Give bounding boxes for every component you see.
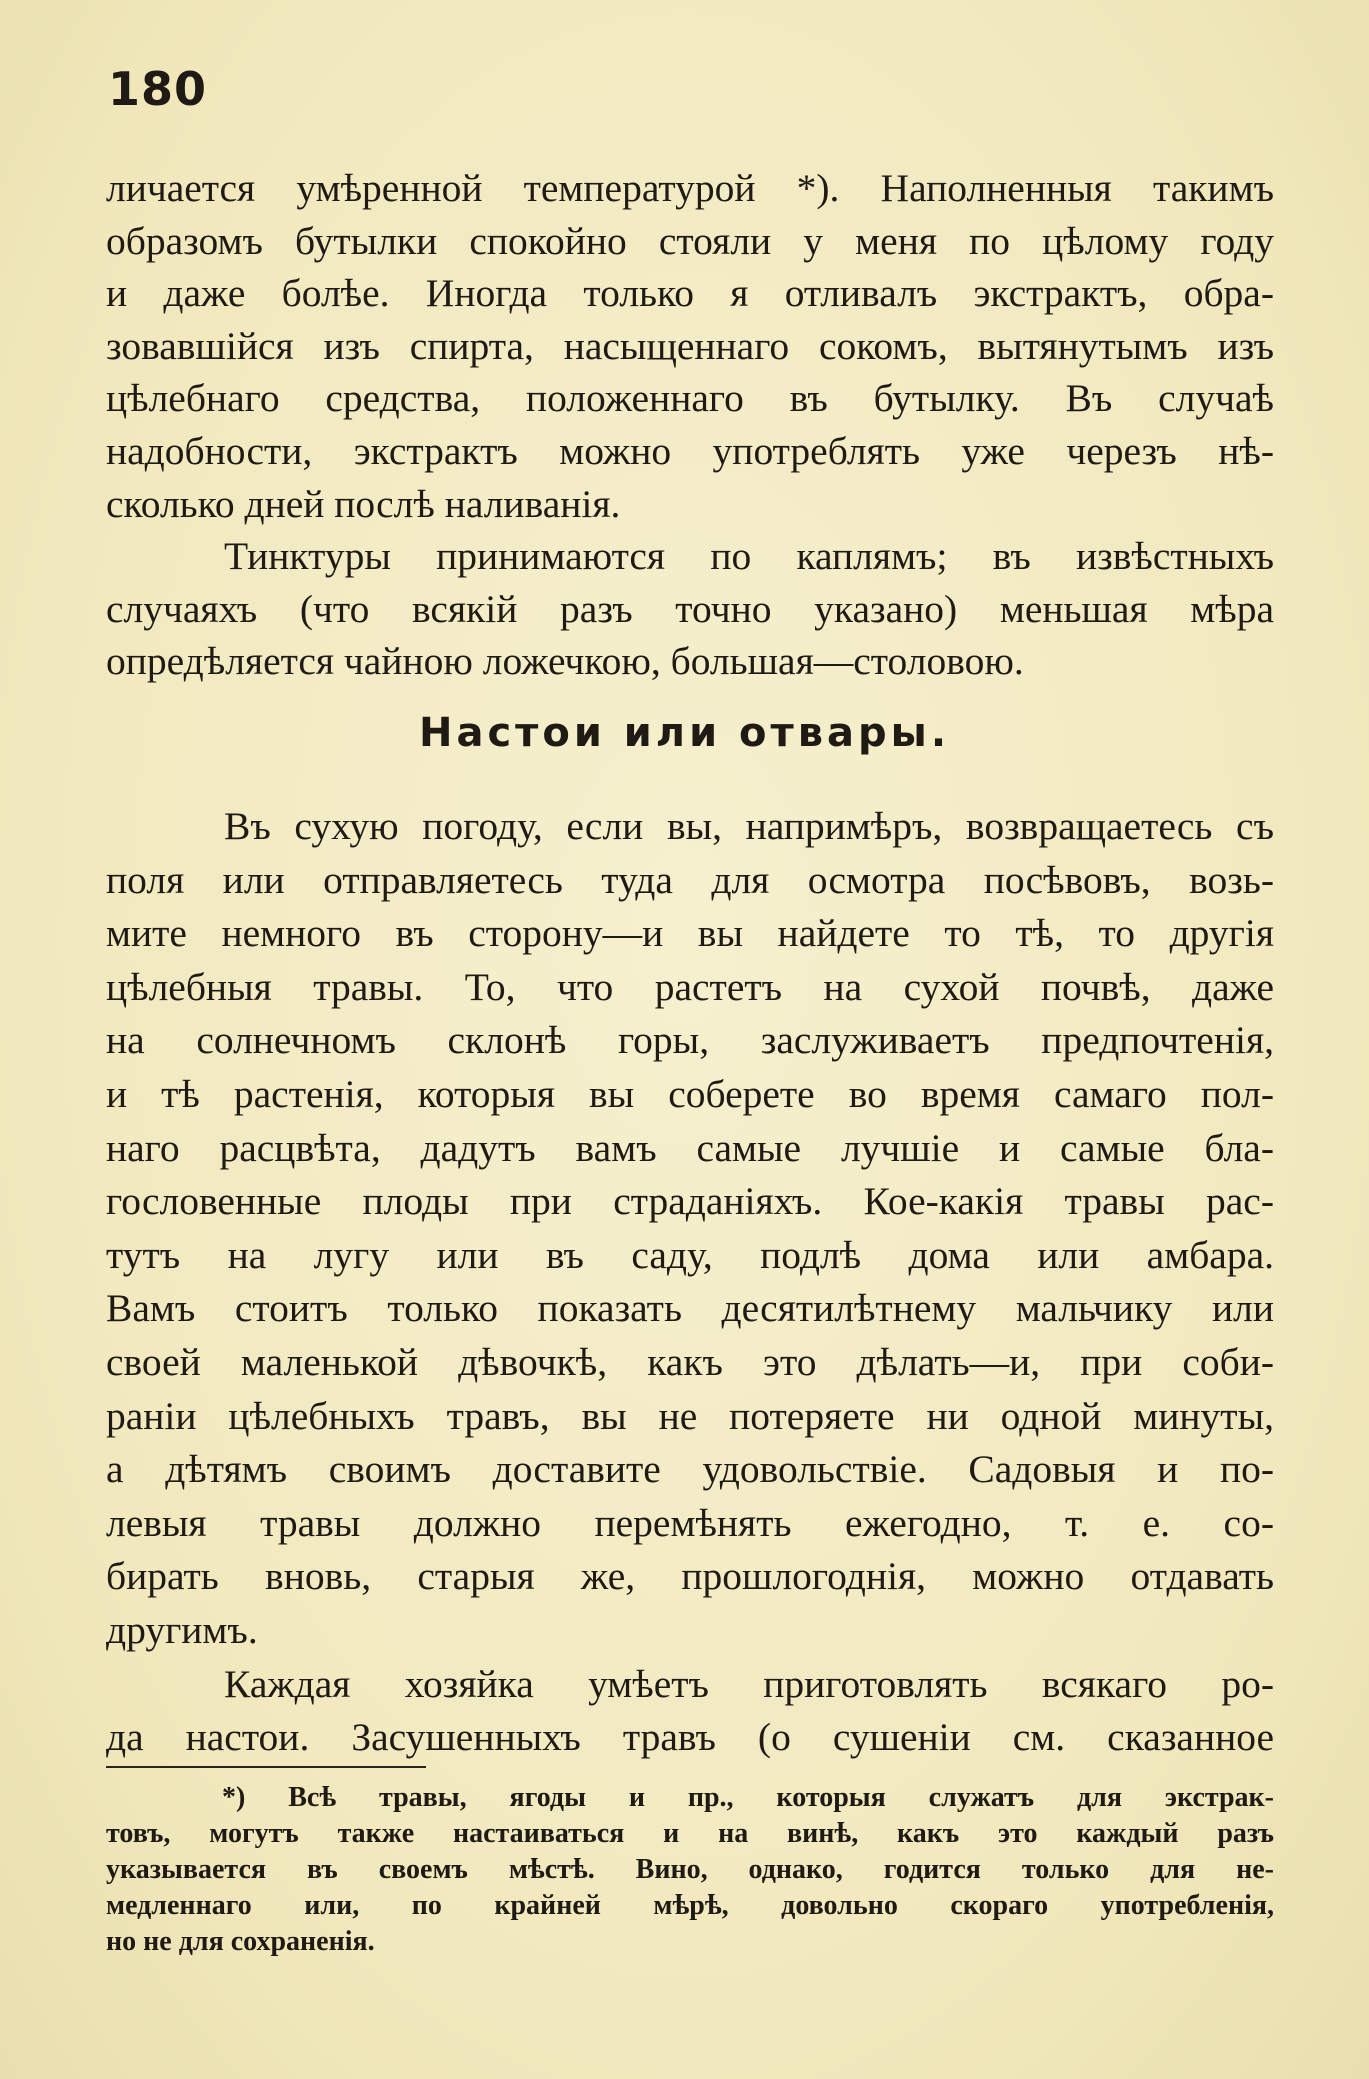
text-line: своей маленькой дѣвочкѣ, какъ это дѣлать—и, при соби- bbox=[106, 1339, 1274, 1384]
text-line: Каждая хозяйка умѣетъ приготовлять всякаго ро- bbox=[224, 1661, 1274, 1706]
section-heading: Настои или отвары. bbox=[418, 710, 951, 756]
text-line: поля или отправляетесь туда для осмотра посѣвовъ, возь- bbox=[106, 857, 1274, 902]
text-line: раніи цѣлебныхъ травъ, вы не потеряете ни одной минуты, bbox=[106, 1393, 1274, 1438]
footnote-line: товъ, могутъ также настаиваться и на винѣ, какъ это каждый разъ bbox=[106, 1818, 1274, 1849]
text-line: да настои. Засушенныхъ травъ (о сушеніи см. сказанное bbox=[106, 1715, 1274, 1760]
text-line: другимъ. bbox=[106, 1607, 258, 1652]
footnote-line: *) Всѣ травы, ягоды и пр., которыя служатъ для экстрак- bbox=[222, 1782, 1274, 1813]
page-number: 180 bbox=[108, 62, 208, 116]
text-line: цѣлебнаго средства, положеннаго въ бутылку. Въ случаѣ bbox=[106, 376, 1274, 421]
text-line: сколько дней послѣ наливанія. bbox=[106, 481, 621, 526]
text-line: наго расцвѣта, дадутъ вамъ самые лучшіе и самые бла- bbox=[106, 1125, 1274, 1170]
text-line: цѣлебныя травы. То, что растетъ на сухой почвѣ, даже bbox=[106, 964, 1274, 1009]
text-line: а дѣтямъ своимъ доставите удовольствіе. Садовыя и по- bbox=[106, 1447, 1274, 1492]
footnote-block bbox=[106, 1780, 1274, 1960]
text-line: Въ сухую погоду, если вы, напримѣръ, возвращаетесь съ bbox=[224, 804, 1274, 848]
text-line: бирать вновь, старыя же, прошлогоднія, можно отдавать bbox=[106, 1554, 1274, 1599]
text-line: случаяхъ (что всякій разъ точно указано) меньшая мѣра bbox=[106, 586, 1274, 631]
footnote-line: медленнаго или, по крайней мѣрѣ, довольно скораго употребленія, bbox=[106, 1890, 1274, 1921]
footnote-divider bbox=[106, 1766, 426, 1768]
text-line: тутъ на лугу или въ саду, подлѣ дома или амбара. bbox=[106, 1232, 1274, 1277]
text-line: и даже болѣе. Иногда только я отливалъ экстрактъ, обра- bbox=[106, 271, 1274, 316]
text-line: левыя травы должно перемѣнять ежегодно, т. е. со- bbox=[106, 1500, 1274, 1545]
text-line: Тинктуры принимаются по каплямъ; въ извѣстныхъ bbox=[224, 534, 1274, 579]
text-line: и тѣ растенія, которыя вы соберете во время самаго пол- bbox=[106, 1071, 1274, 1116]
text-line: гословенные плоды при страданіяхъ. Кое-какія травы рас- bbox=[106, 1179, 1274, 1224]
footnote-line: но не для сохраненія. bbox=[106, 1926, 375, 1957]
text-line: образомъ бутылки спокойно стояли у меня по цѣлому году bbox=[106, 218, 1274, 263]
footnote-line: указывается въ своемъ мѣстѣ. Вино, однако, годится только для не- bbox=[106, 1854, 1274, 1885]
text-line: зовавшійся изъ спирта, насыщеннаго сокомъ, вытянутымъ изъ bbox=[106, 323, 1274, 368]
text-line: личается умѣренной температурой *). Наполненныя такимъ bbox=[106, 166, 1274, 210]
text-line: на солнечномъ склонѣ горы, заслуживаетъ предпочтенія, bbox=[106, 1018, 1274, 1063]
text-block-main bbox=[106, 800, 1274, 1765]
text-line: опредѣляется чайною ложечкою, большая—столовою. bbox=[106, 639, 1024, 684]
text-block-top bbox=[106, 162, 1274, 688]
text-line: надобности, экстрактъ можно употреблять уже черезъ нѣ- bbox=[106, 428, 1274, 473]
text-line: мите немного въ сторону—и вы найдете то тѣ, то другія bbox=[106, 911, 1274, 956]
text-line: Вамъ стоитъ только показать десятилѣтнему мальчику или bbox=[106, 1286, 1274, 1331]
